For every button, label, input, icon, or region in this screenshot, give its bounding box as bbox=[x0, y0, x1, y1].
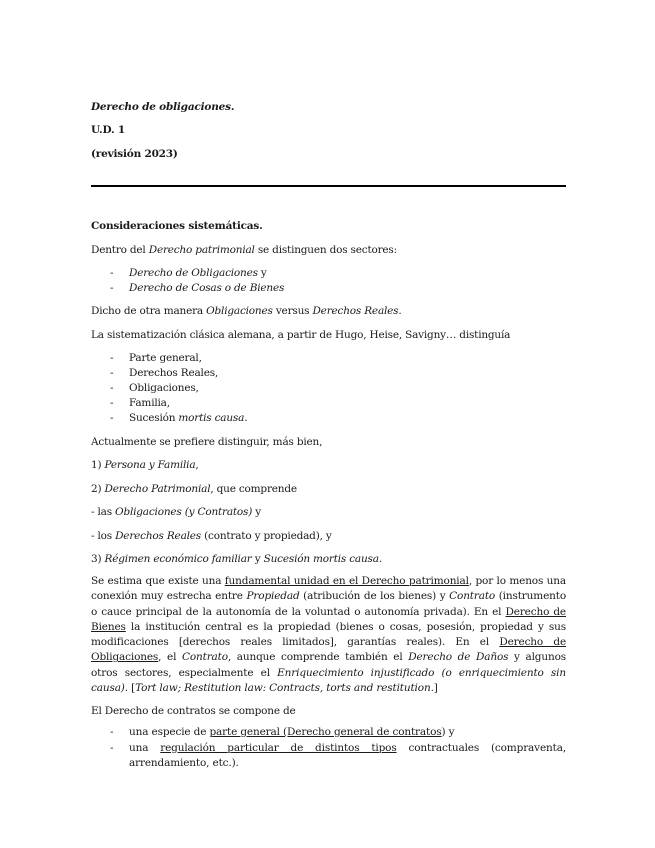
sub-item: - las Obligaciones (y Contratos) y bbox=[91, 506, 262, 518]
list-item: - una especie de parte general (Derecho general de contratos) y bbox=[110, 726, 455, 738]
list-item: - una regulación particular de distintos tipos contractuales (compraventa, arrendamiento, etc.). bbox=[110, 742, 566, 770]
revision-label: (revisión 2023) bbox=[91, 148, 178, 160]
horizontal-rule bbox=[91, 185, 566, 187]
document-page: Derecho de obligaciones. U.D. 1 (revisión 2023) Consideraciones sistemáticas. Dentro del Derecho patrimonial se distinguen dos sectores: - Derecho de Obligaciones y - Derecho de Cosas o de Bienes Dicho de otra manera Obligaciones versus Derechos Reales. La sistematización clásica alemana, a partir de Hugo, Heise, Savigny… distinguía - Parte general, - Derechos Reales, - Obligaciones, - Familia, - Sucesión mortis causa. Actualmente se prefiere distinguir, más bien, 1) Persona y Familia, 2) Derecho Patrimonial, que comprende - las Obligaciones (y Contratos) y - los Derechos Reales (contrato y propiedad), y 3) Régimen económico familiar y Sucesión mortis causa. Se estima que existe una fundamental unidad en el Derecho patrimonial, por lo menos una conexión muy estrecha entre Propiedad (atribución de los bienes) y Contrato (instrumento o cauce principal de la autonomía de la voluntad o autonomía privada). En el Derecho de Bienes la institución central es la propiedad (bienes o cosas, posesión, propiedad y sus modificaciones [derechos reales limitados], garantías reales). En el Derecho de Obligaciones, el Contrato, aunque comprende también el Derecho de Daños y algunos otros sectores, especialmente el Enriquecimiento injustificado (o enriquecimiento sin causa). [Tort law; Restitution law: Contracts, torts and restitution.] El Derecho de contratos se compone de - una especie de parte general (Derecho general de contratos) y - una regulación particular de distintos tipos contractuales (compraventa, arrendamiento, etc.). bbox=[0, 0, 655, 848]
paragraph-intro: Dentro del Derecho patrimonial se distinguen dos sectores: bbox=[91, 244, 397, 256]
numbered-item: 2) Derecho Patrimonial, que comprende bbox=[91, 483, 297, 495]
paragraph-contracts: El Derecho de contratos se compone de bbox=[91, 705, 296, 717]
document-title: Derecho de obligaciones. bbox=[91, 101, 235, 113]
numbered-item: 1) Persona y Familia, bbox=[91, 459, 199, 471]
numbered-item: 3) Régimen económico familiar y Sucesión mortis causa. bbox=[91, 553, 382, 565]
section-heading: Consideraciones sistemáticas. bbox=[91, 220, 263, 232]
paragraph-versus: Dicho de otra manera Obligaciones versus Derechos Reales. bbox=[91, 305, 402, 317]
paragraph-classic: La sistematización clásica alemana, a partir de Hugo, Heise, Savigny… distinguía bbox=[91, 329, 511, 341]
sub-item: - los Derechos Reales (contrato y propiedad), y bbox=[91, 530, 332, 542]
unit-label: U.D. 1 bbox=[91, 124, 125, 136]
paragraph-unity: Se estima que existe una fundamental unidad en el Derecho patrimonial, por lo menos una conexión muy estrecha entre Propiedad (atribución de los bienes) y Contrato (instrumento o cauce principal de la autonomía de la voluntad o autonomía privada). En el Derecho de Bienes la institución central es la propiedad (bienes o cosas, posesión, propiedad y sus modificaciones [derechos reales limitados], garantías reales). En el Derecho de Obligaciones, el Contrato, aunque comprende también el Derecho de Daños y algunos otros sectores, especialmente el Enriquecimiento injustificado (o enriquecimiento sin causa). [Tort law; Restitution law: Contracts, torts and restitution.] bbox=[91, 575, 567, 695]
paragraph-current: Actualmente se prefiere distinguir, más bien, bbox=[91, 436, 323, 448]
